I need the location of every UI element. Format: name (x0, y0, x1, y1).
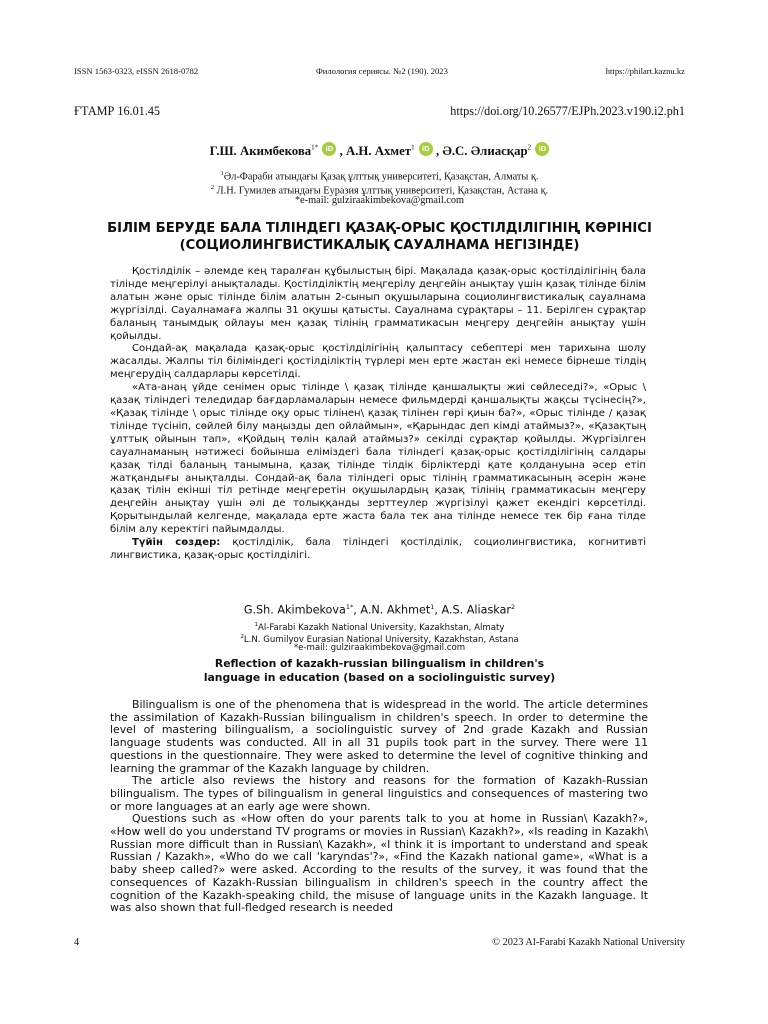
article-title-en (74, 657, 685, 685)
abstract-paragraph: Сондай-ақ мақалада қазақ-орыс қостілділігінің қалыптасу себептері мен тарихына шолу жасалды. Жалпы тіл біліміндегі қостілділіктің түрлері мен ерте жастан екі немесе бірнеше тілдің меңгерудің салдарлары көрсетілді. (110, 343, 646, 381)
issn-text: ISSN 1563-0323, eISSN 2618-0782 (74, 66, 199, 76)
keywords-kz (110, 537, 646, 563)
abstract-paragraph: Bilingualism is one of the phenomena that is widespread in the world. The article determines the assimilation of Kazakh-Russian bilingualism in children's speech. In order to determine the level of mastering bilingualism, a sociolinguistic survey of 2nd grade Kazakh and Russian language students was conducted. All in all 31 pupils took part in the survey. There were 11 questions in the questionnaire. They were asked to determine the level of cognitive thinking and learning the grammar of the Kazakh language by children. (110, 698, 648, 775)
title-line: language in education (based on a sociolinguistic survey) (203, 671, 556, 684)
author-name: G.Sh. Akimbekova (243, 603, 346, 617)
abstract-paragraph: Questions such as «How often do your parents talk to you at home in Russian\ Kazakh?», «How well do you understand TV programs or movies in Russian\ Kazakh?», «Is reading in Kazakh\ Russian more difficult than in Russian\ Kazakh», «I think it is important to understand and speak Russian / Kazakh», «Who do we call 'karyndas'?», «Find the Kazakh national game», «What is a baby sheep called?» were asked. According to the results of the survey, it was found that the consequences of Kazakh-Russian bilingualism in children's speech in the country affect the cognition of the Kazakh-speaking child, the misuse of language units in the Kazakh language. It was also shown that full-fledged research is needed (110, 812, 648, 915)
author-affil-mark: 1 (411, 143, 415, 152)
abstract-paragraph: «Ата-анаң үйде сенімен орыс тілінде \ қазақ тілінде қаншалықты жиі сөйлеседі?», «Орыс \ қазақ тіліндегі теледидар бағдарламаларын немесе фильмдерді қаншалықты жақсы түсінесің?», «Қазақ тілінде \ орыс тілінде оқу орыс тілінен\ қазақ тілінен гөрі қиын ба?», «Орыс тілінде / қазақ тілінде түсініп, сөйлей білу маңызды деп ойлаймын», «Қарындас деп кімді атаймыз?», «Қазақтың ұлттық ойынын тап», «Қойдың төлін қалай атаймыз?» секілді сұрақтар қойылды. Жүргізілген сауалнаманың нәтижесі бойынша еліміздегі бала тіліндегі қазақ-орыс қостілділігінің салдары қазақ тілді баланың танымына, қазақ тілінде тілдік бірліктерді қате қолдануына әсер етіп жатқандығы анықталды. Сондай-ақ бала тіліндегі орыс тілінің грамматикасының әсерін және қазақ тілін екінші тіл ретінде меңгеретін оқушылардың қазақ тілінің грамматикасын меңгеру деңгейін анықтау үшін әлі де толыққанды зерттеулер жүргізілуі қажет екендігі көрсетілді. Қорытындылай келгенде, мақалада ерте жаста бала тек ана тілінде немесе тек бір ғана тілде білім алу керектігі пайымдалды. (110, 382, 646, 536)
affil-text: L.N. Gumilyov Eurasian National University, Kazakhstan, Astana (243, 634, 519, 645)
article-title-kz (74, 220, 685, 254)
journal-series: Филология сериясы. №2 (190). 2023 (316, 66, 448, 76)
affil-text: Әл-Фараби атындағы Қазақ ұлттық университеті, Қазақстан, Алматы қ. (223, 171, 539, 183)
orcid-icon[interactable]: iD (322, 142, 336, 156)
running-header (74, 66, 685, 80)
author-name: , A.N. Akhmet (353, 603, 431, 617)
doi-link[interactable]: https://doi.org/10.26577/EJPh.2023.v190.i2.ph1 (450, 104, 685, 118)
email-kz[interactable]: *e-mail: gulziraakimbekova@gmail.com (294, 195, 465, 206)
title-line: (СОЦИОЛИНГВИСТИКАЛЫҚ САУАЛНАМА НЕГІЗІНДЕ) (179, 238, 580, 253)
affil-mark: 1 (254, 622, 258, 628)
abstract-kz (110, 266, 646, 563)
affil-text: Л.Н. Гумилев атындағы Еуразия ұлттық университеті, Қазақстан, Астана қ. (214, 185, 549, 197)
author-name: Г.Ш. Акимбекова (209, 144, 312, 158)
abstract-en (110, 699, 648, 915)
author-affil-mark: 1* (345, 603, 354, 611)
title-line: БІЛІМ БЕРУДЕ БАЛА ТІЛІНДЕГІ ҚАЗАҚ-ОРЫС ҚОСТІЛДІЛІГІНІҢ КӨРІНІСІ (107, 221, 652, 236)
affil-mark: 1 (220, 170, 224, 177)
author-name: , А.Н. Ахмет (339, 144, 412, 158)
article-meta (74, 104, 685, 119)
abstract-paragraph: The article also reviews the history and reasons for the formation of Kazakh-Russian bilingualism. The types of bilingualism in general linguistics and consequences of mastering two or more languages at an early age were shown. (110, 774, 648, 813)
affil-mark: 2 (210, 184, 215, 191)
orcid-icon[interactable]: iD (419, 142, 433, 156)
page-number: 4 (74, 937, 80, 948)
title-line: Reflection of kazakh-russian bilingualism in children's (214, 657, 545, 670)
author-affil-mark: 1* (311, 143, 319, 152)
abstract-paragraph: Қостілділік – әлемде кең таралған құбылыстың бірі. Мақалада қазақ-орыс қостілділігінің бала тілінде меңгерілуі анықталады. Қостілділіктің меңгерілу деңгейін анықтау үшін қазақ тілінде білім алатын және орыс тілінде білім алатын 2-сынып оқушыларына социолингвистикалық сауалнама жүргізілді. Сауалнамаға жалпы 31 оқушы қатысты. Сауалнама сұрақтары – 11. Берілген сұрақтар баланың танымдық ойлауы мен қазақ тілінің грамматикасын меңгеру деңгейін анықтау үшін қойылды. (110, 266, 646, 342)
author-affil-mark: 2 (527, 143, 532, 152)
email-en[interactable]: *e-mail: gulziraakimbekova@gmail.com (293, 643, 466, 653)
gtamp-code: ҒТАМР 16.01.45 (74, 104, 161, 118)
author-affil-mark: 2 (511, 603, 516, 611)
author-name: , Ә.С. Әлиасқар (436, 144, 528, 158)
affil-mark: 2 (240, 634, 244, 640)
authors-en (74, 603, 685, 617)
copyright-notice: © 2023 Al-Farabi Kazakh National University (492, 937, 685, 948)
page-footer (74, 937, 685, 948)
author-affil-mark: 1 (430, 603, 435, 611)
author-name: , A.S. Aliaskar (434, 603, 512, 617)
keywords-text: қостілділік, бала тіліндегі қостілділік, социолингвистика, когнитивті лингвистика, қазақ-орыс қостілділігі. (110, 537, 646, 561)
orcid-icon[interactable]: iD (535, 142, 549, 156)
affil-text: Al-Farabi Kazakh National University, Kazakhstan, Almaty (257, 622, 505, 633)
authors-kz (74, 142, 685, 159)
journal-site-link[interactable]: https://philart.kaznu.kz (605, 66, 685, 76)
keywords-label: Түйін сөздер: (132, 537, 221, 549)
